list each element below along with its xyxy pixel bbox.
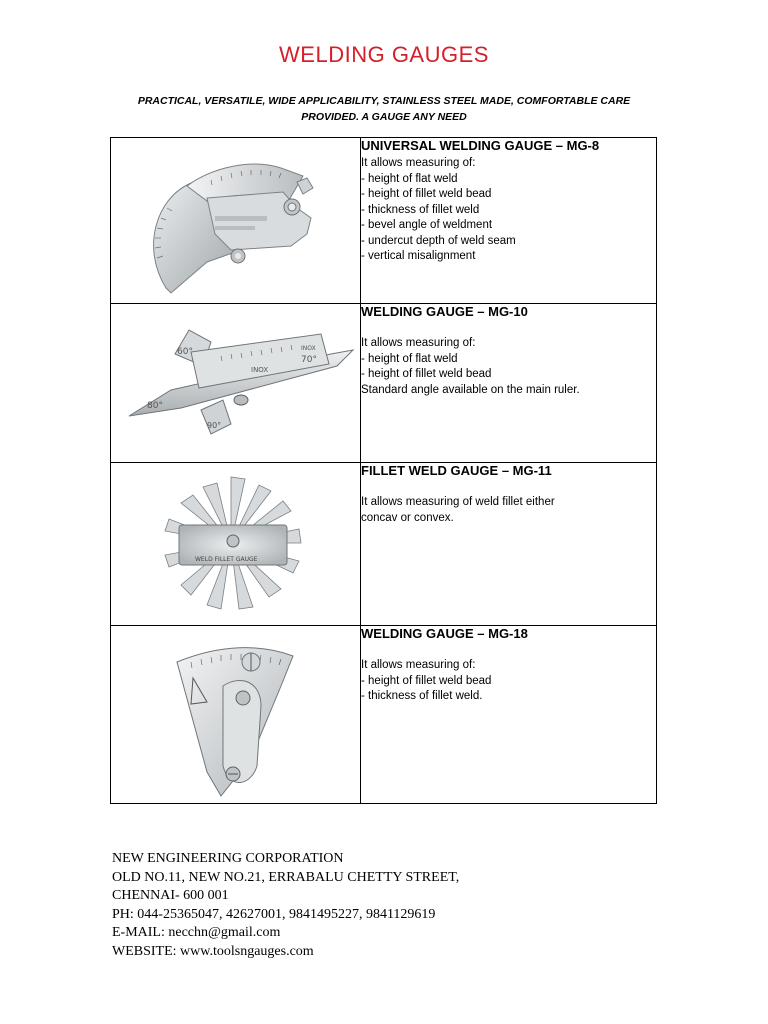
product-intro: It allows measuring of weld fillet either (361, 496, 555, 508)
subtitle-line-2: PROVIDED. A GAUGE ANY NEED (301, 110, 467, 123)
email-address: E-MAIL: necchn@gmail.com (112, 925, 281, 940)
product-row-mg8 (111, 138, 657, 304)
product-image-cell (111, 626, 361, 804)
product-row-mg11 (111, 463, 657, 626)
engraving-label: WELD FILLET GAUGE (195, 556, 258, 563)
product-feature: - height of flat weld (361, 172, 458, 185)
product-feature: - undercut depth of weld seam (361, 234, 516, 247)
engraving-label: INOX (301, 345, 316, 352)
angle-label: 90° (207, 421, 222, 430)
product-feature: - height of fillet weld bead (361, 368, 492, 380)
product-title: WELDING GAUGE – MG-10 (361, 304, 528, 319)
product-title: WELDING GAUGE – MG-18 (361, 626, 528, 641)
address-line-2: CHENNAI- 600 001 (112, 888, 229, 903)
product-image-cell (111, 463, 361, 626)
page-title: WELDING GAUGES (279, 42, 489, 67)
product-feature: - thickness of fillet weld. (361, 690, 483, 702)
universal-welding-gauge-image (111, 138, 360, 303)
company-footer (112, 850, 459, 961)
website-address: WEBSITE: www.toolsngauges.com (112, 943, 314, 959)
product-text-cell (361, 304, 657, 463)
product-intro: It allows measuring of: (361, 659, 476, 671)
product-feature: - height of flat weld (361, 352, 458, 365)
page-subtitle (110, 94, 658, 125)
subtitle-line-1: PRACTICAL, VERSATILE, WIDE APPLICABILITY, STAINLESS STEEL MADE, COMFORTABLE CARE (137, 95, 631, 107)
product-feature: Standard angle available on the main ruler. (361, 383, 580, 396)
product-row-mg10 (111, 304, 657, 463)
product-title: FILLET WELD GAUGE – MG-11 (361, 463, 552, 478)
product-text-cell (361, 138, 657, 304)
angle-label: 60° (177, 347, 193, 357)
product-image-cell (111, 138, 361, 304)
fillet-weld-gauge-image (111, 463, 360, 625)
product-feature: - height of fillet weld bead (361, 188, 492, 200)
product-image-cell (111, 304, 361, 463)
product-feature: - thickness of fillet weld (361, 203, 480, 216)
address-line-1: OLD NO.11, NEW NO.21, ERRABALU CHETTY STREET, (112, 869, 460, 885)
phone-numbers: PH: 044-25365047, 42627001, 9841495227, 9841129619 (112, 906, 436, 922)
product-text-cell (361, 626, 657, 804)
engraving-label: INOX (251, 366, 269, 374)
angle-label: 80° (147, 401, 163, 411)
welding-gauge-mg18-image (111, 626, 360, 803)
product-feature: - height of fillet weld bead (361, 674, 492, 687)
product-intro: It allows measuring of: (361, 157, 476, 169)
product-feature: concav or convex. (361, 511, 454, 524)
product-feature: - vertical misalignment (361, 250, 476, 262)
product-text-cell (361, 463, 657, 626)
product-title: UNIVERSAL WELDING GAUGE – MG-8 (361, 138, 600, 153)
company-name: NEW ENGINEERING CORPORATION (112, 851, 344, 866)
product-row-mg18 (111, 626, 657, 804)
product-feature: - bevel angle of weldment (361, 219, 493, 231)
product-intro: It allows measuring of: (361, 337, 476, 349)
product-table (110, 137, 657, 804)
angle-label: 70° (301, 355, 317, 365)
welding-gauge-mg10-image (111, 304, 360, 462)
